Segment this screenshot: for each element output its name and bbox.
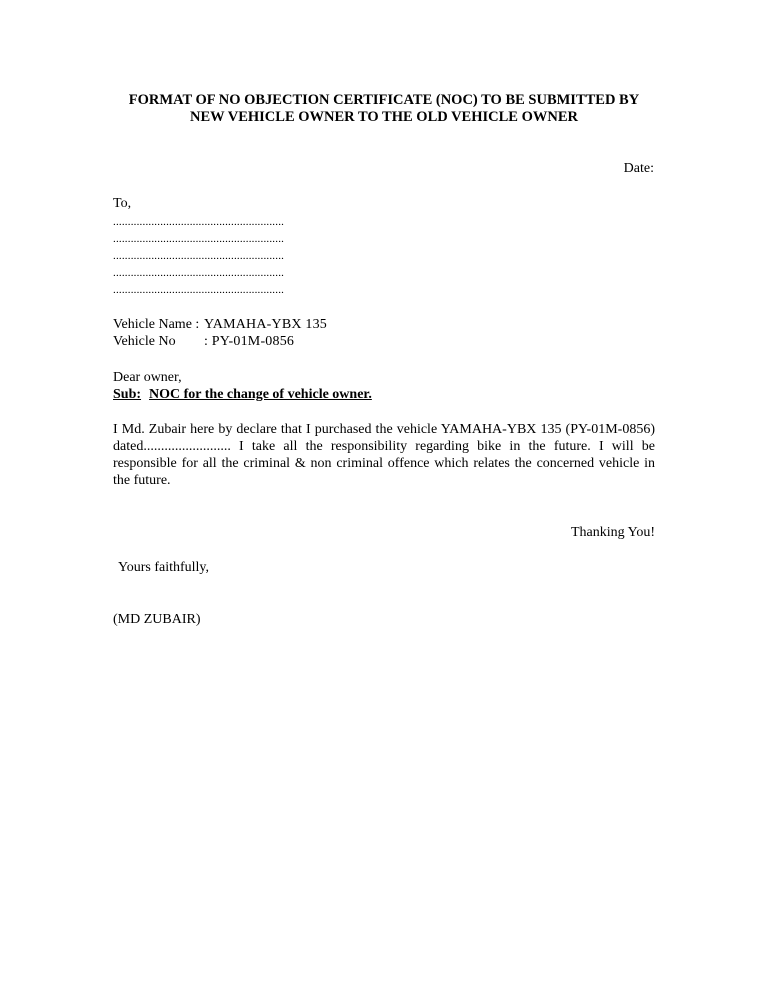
vehicle-name-value: YAMAHA-YBX 135 (204, 317, 327, 332)
date-label: Date: (623, 161, 654, 176)
address-line-5: .......................................................... (113, 284, 285, 296)
to-label: To, (113, 196, 132, 211)
address-line-3: .......................................................... (113, 250, 285, 262)
vehicle-no-row (113, 334, 294, 350)
declaration-paragraph: I Md. Zubair here by declare that I purchased the vehicle YAMAHA-YBX 135 (PY-01M-0856) dated......................... I take all the responsibility regarding bike in the future. I will be responsible for all the criminal & non criminal offence which relates the concerned vehicle in the future. (113, 422, 655, 488)
vehicle-name-row (113, 317, 327, 333)
title-line-2: NEW VEHICLE OWNER TO THE OLD VEHICLE OWNER (190, 109, 578, 125)
closing-line: Yours faithfully, (118, 560, 210, 575)
address-line-2: .......................................................... (113, 233, 285, 245)
signature-name: (MD ZUBAIR) (113, 612, 201, 627)
title-line-1: FORMAT OF NO OBJECTION CERTIFICATE (NOC) TO BE SUBMITTED BY (128, 92, 640, 108)
vehicle-name-label: Vehicle Name : (113, 317, 200, 332)
subject-label: Sub: (113, 387, 142, 402)
address-line-1: .......................................................... (113, 216, 285, 228)
address-line-4: .......................................................... (113, 267, 285, 279)
document-title (100, 92, 668, 126)
subject-text: NOC for the change of vehicle owner. (149, 387, 372, 402)
subject-line (113, 387, 372, 403)
vehicle-no-label: Vehicle No (113, 334, 176, 349)
salutation: Dear owner, (113, 370, 182, 385)
thanks-line: Thanking You! (570, 525, 655, 540)
vehicle-no-value: : PY-01M-0856 (204, 334, 295, 349)
